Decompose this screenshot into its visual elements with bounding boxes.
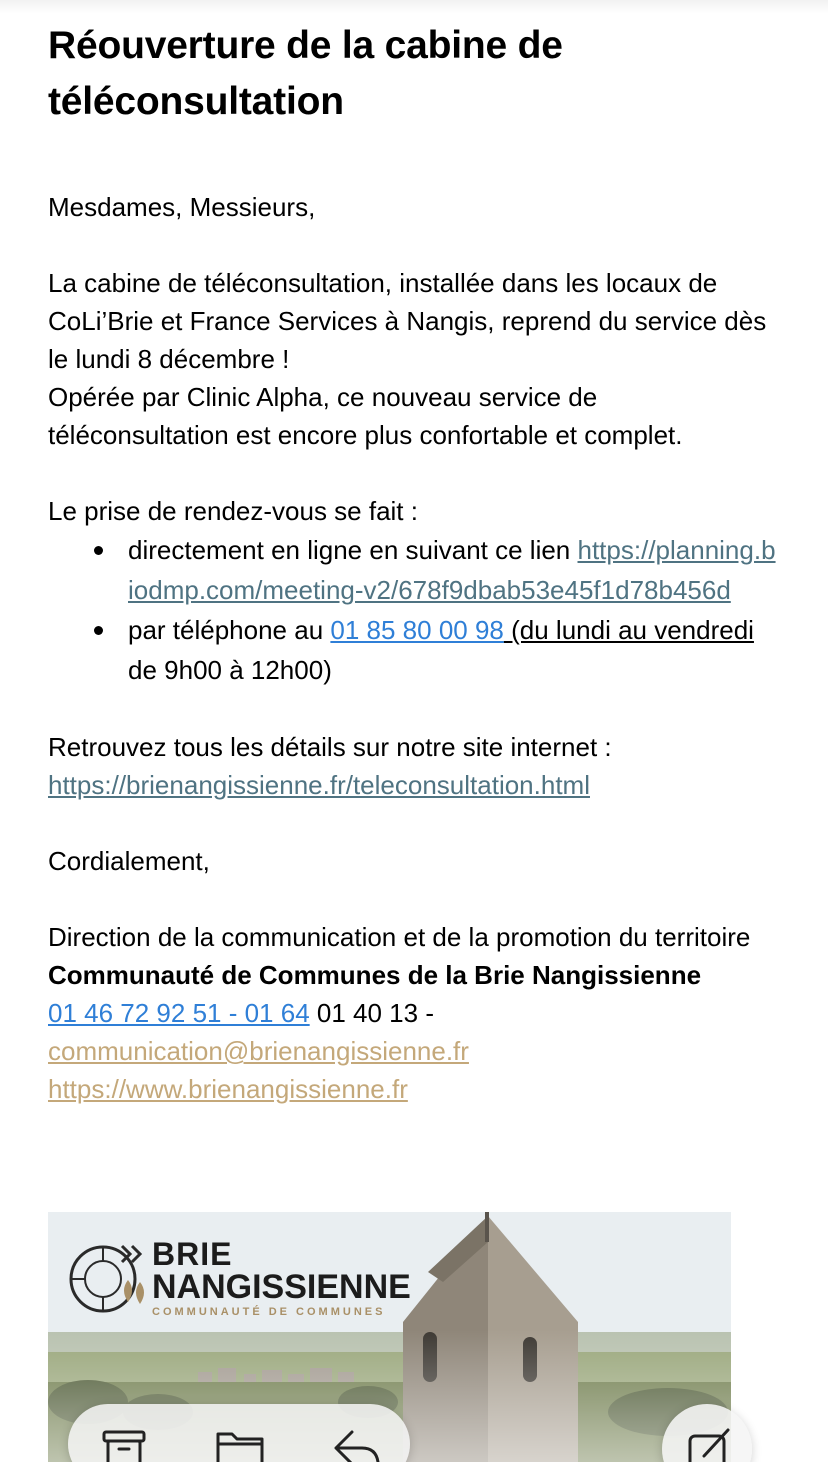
compose-icon <box>662 1404 752 1462</box>
booking-phone-days: (du lundi au vendredi <box>503 615 754 645</box>
banner-logo-subtitle: COMMUNAUTÉ DE COMMUNES <box>152 1306 386 1318</box>
signature-phone-link[interactable]: 01 46 72 92 51 - 01 64 <box>48 998 310 1028</box>
move-to-folder-button[interactable] <box>210 1420 270 1462</box>
banner-logo-line1: BRIE <box>152 1236 233 1272</box>
folder-icon <box>210 1420 270 1462</box>
archive-button[interactable] <box>94 1420 154 1462</box>
reply-icon <box>326 1420 386 1462</box>
paragraph-operator: Opérée par Clinic Alpha, ce nouveau service de téléconsultation est encore plus confortable et complet. <box>48 382 683 450</box>
signature-phone-rest: 01 40 13 - <box>309 998 434 1028</box>
signature-organization: Communauté de Communes de la Brie Nangissienne <box>48 960 702 990</box>
details-text: Retrouvez tous les détails sur notre site internet : <box>48 732 612 762</box>
compose-button[interactable] <box>662 1404 752 1462</box>
paragraph-reopening: La cabine de téléconsultation, installée dans les locaux de CoLi’Brie et France Services à Nangis, reprend du service dès le lundi 8 décembre ! <box>48 268 767 374</box>
email-subject: Réouverture de la cabine de téléconsultation <box>48 24 563 123</box>
booking-phone-link[interactable]: 01 85 80 00 98 <box>330 615 504 645</box>
booking-options-list <box>48 530 778 690</box>
signature-email-link[interactable]: communication@brienangissienne.fr <box>48 1036 469 1066</box>
list-item-phone <box>128 610 778 690</box>
closing: Cordialement, <box>48 846 210 876</box>
booking-phone-prefix: par téléphone au <box>128 615 331 645</box>
top-bar-shadow <box>0 0 828 14</box>
signature-website-link[interactable]: https://www.brienangissienne.fr <box>48 1074 408 1104</box>
booking-link[interactable]: https://planning.biodmp.com/meeting-v2/678f9dbab53e45f1d78b456d <box>128 535 776 605</box>
reply-button[interactable] <box>326 1420 386 1462</box>
list-item-online <box>128 530 778 610</box>
booking-online-text: directement en ligne en suivant ce lien <box>128 535 578 565</box>
banner-logo-line2: NANGISSIENNE <box>152 1268 411 1306</box>
signature-department: Direction de la communication et de la promotion du territoire <box>48 922 751 952</box>
booking-intro: Le prise de rendez-vous se fait : <box>48 496 418 526</box>
greeting: Mesdames, Messieurs, <box>48 192 316 222</box>
booking-phone-hours: de 9h00 à 12h00) <box>128 655 332 685</box>
archive-icon <box>94 1420 154 1462</box>
details-link[interactable]: https://brienangissienne.fr/teleconsultation.html <box>48 770 590 800</box>
message-body <box>48 18 778 1108</box>
